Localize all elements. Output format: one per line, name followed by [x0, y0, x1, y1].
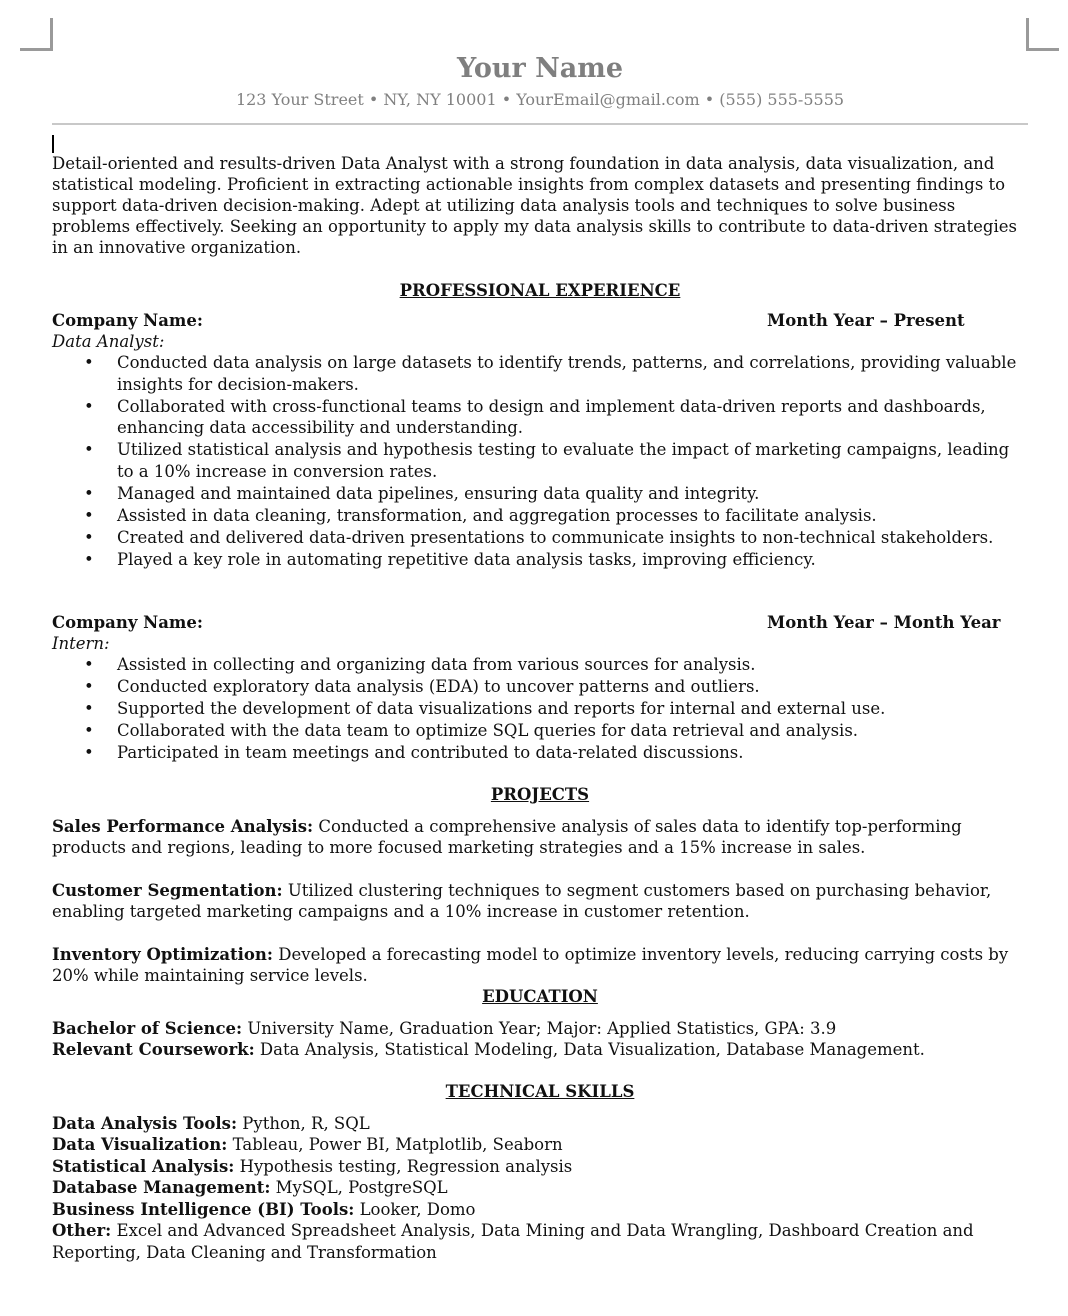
skill-text: Excel and Advanced Spreadsheet Analysis, Data Mining and Data Wrangling, Dashboard Creation and Reporting, Data Cleaning and Transformation [52, 1221, 974, 1262]
company-name: Company Name: [52, 311, 203, 330]
project-item [52, 880, 1028, 922]
list-item [52, 483, 1028, 505]
education-label: Bachelor of Science: [52, 1018, 243, 1038]
education-text: Data Analysis, Statistical Modeling, Data Visualization, Database Management. [254, 1040, 925, 1059]
skill-item [52, 1220, 1028, 1263]
education-label: Relevant Coursework: [52, 1040, 255, 1059]
skill-label: Data Visualization: [52, 1135, 228, 1154]
bullet-text: Participated in team meetings and contributed to data-related discussions. [117, 743, 744, 762]
bullet-icon: • [84, 527, 94, 547]
skill-item [52, 1177, 1028, 1199]
page-corner-mark-top-right [1026, 18, 1059, 51]
list-item [52, 549, 1028, 571]
job-dates: Month Year – Month Year [767, 613, 1001, 632]
list-item [52, 676, 1028, 698]
bullet-icon: • [84, 505, 94, 525]
bullet-icon: • [84, 353, 94, 372]
job-header [52, 612, 1028, 633]
text-cursor [52, 135, 54, 153]
job-entry [52, 310, 1028, 570]
list-item [52, 720, 1028, 742]
resume-name: Your Name [456, 53, 624, 84]
project-label: Customer Segmentation: [52, 880, 283, 900]
job-role: Intern: [52, 634, 110, 653]
skill-label: Data Analysis Tools: [52, 1113, 238, 1133]
list-item [52, 698, 1028, 720]
job-bullets [52, 352, 1028, 570]
skill-item [52, 1199, 1028, 1221]
bullet-text: Conducted exploratory data analysis (EDA) to uncover patterns and outliers. [117, 677, 760, 696]
summary-paragraph: Detail-oriented and results-driven Data Analyst with a strong foundation in data analysis, data visualization, and statistical modeling. Proficient in extracting actionable insights from complex datasets and presenting findings to support data-driven decision-making. Adept at utilizing data analysis tools and techniques to solve business problems effectively. Seeking an opportunity to apply my data analysis skills to contribute to data-driven strategies in an innovative organization. [52, 154, 1017, 257]
job-entry [52, 612, 1028, 764]
project-text: Developed a forecasting model to optimize inventory levels, reducing carrying costs by 20% while maintaining service levels. [52, 944, 1009, 985]
bullet-text: Created and delivered data-driven presentations to communicate insights to non-technical stakeholders. [117, 527, 994, 547]
list-item [52, 527, 1028, 549]
skill-item [52, 1113, 1028, 1135]
list-item [52, 505, 1028, 527]
bullet-text: Assisted in data cleaning, transformation, and aggregation processes to facilitate analysis. [117, 505, 877, 525]
list-item [52, 654, 1028, 676]
bullet-text: Managed and maintained data pipelines, ensuring data quality and integrity. [117, 483, 760, 503]
bullet-text: Collaborated with cross-functional teams to design and implement data-driven reports and dashboards, enhancing data accessibility and understanding. [117, 396, 986, 437]
list-item [52, 742, 1028, 764]
bullet-icon: • [84, 721, 94, 740]
skill-item [52, 1134, 1028, 1156]
bullet-text: Played a key role in automating repetitive data analysis tasks, improving efficiency. [117, 549, 816, 569]
project-label: Inventory Optimization: [52, 944, 274, 964]
skill-text: Hypothesis testing, Regression analysis [234, 1156, 573, 1176]
skill-text: Tableau, Power BI, Matplotlib, Seaborn [227, 1135, 563, 1154]
skill-text: MySQL, PostgreSQL [270, 1178, 448, 1197]
bullet-icon: • [84, 549, 94, 569]
list-item [52, 352, 1028, 395]
job-bullets [52, 654, 1028, 764]
bullet-icon: • [84, 743, 94, 762]
project-item [52, 944, 1028, 986]
contact-line: 123 Your Street • NY, NY 10001 • YourEmail@gmail.com • (555) 555-5555 [235, 90, 845, 109]
project-item [52, 816, 1028, 858]
bullet-text: Assisted in collecting and organizing data from various sources for analysis. [117, 655, 756, 674]
section-title-projects: PROJECTS [490, 784, 590, 804]
bullet-text: Supported the development of data visualizations and reports for internal and external use. [117, 699, 886, 718]
page-corner-mark-top-left [20, 18, 53, 51]
bullet-icon: • [84, 677, 94, 696]
list-item [52, 439, 1028, 482]
skill-text: Looker, Domo [354, 1199, 476, 1219]
resume-page[interactable] [52, 52, 1028, 1263]
section-title-skills: TECHNICAL SKILLS [445, 1081, 635, 1101]
skill-label: Other: [52, 1221, 112, 1240]
section-title-experience: PROFESSIONAL EXPERIENCE [399, 281, 681, 300]
bullet-icon: • [84, 440, 94, 459]
bullet-icon: • [84, 699, 94, 718]
job-header [52, 310, 1028, 331]
project-text: Conducted a comprehensive analysis of sales data to identify top-performing products and regions, leading to more focused marketing strategies and a 15% increase in sales. [52, 816, 962, 857]
company-name: Company Name: [52, 613, 203, 632]
bullet-icon: • [84, 396, 94, 416]
education-item [52, 1018, 1028, 1040]
skill-label: Statistical Analysis: [52, 1156, 235, 1176]
skill-item [52, 1156, 1028, 1178]
education-text: University Name, Graduation Year; Major: Applied Statistics, GPA: 3.9 [242, 1018, 837, 1038]
bullet-icon: • [84, 655, 94, 674]
bullet-text: Collaborated with the data team to optimize SQL queries for data retrieval and analysis. [117, 721, 859, 740]
section-title-education: EDUCATION [482, 986, 598, 1006]
job-role: Data Analyst: [52, 332, 165, 351]
bullet-text: Conducted data analysis on large datasets to identify trends, patterns, and correlations, providing valuable insights for decision-makers. [117, 353, 1017, 394]
header-divider [52, 123, 1028, 125]
skill-label: Database Management: [52, 1178, 271, 1197]
project-text: Utilized clustering techniques to segment customers based on purchasing behavior, enabling targeted marketing campaigns and a 10% increase in customer retention. [52, 880, 992, 921]
list-item [52, 396, 1028, 439]
job-dates: Month Year – Present [767, 311, 965, 330]
education-item [52, 1039, 1028, 1061]
bullet-text: Utilized statistical analysis and hypothesis testing to evaluate the impact of marketing campaigns, leading to a 10% increase in conversion rates. [117, 440, 1010, 481]
skill-label: Business Intelligence (BI) Tools: [52, 1199, 355, 1219]
project-label: Sales Performance Analysis: [52, 816, 314, 836]
skill-text: Python, R, SQL [237, 1113, 370, 1133]
bullet-icon: • [84, 483, 94, 503]
